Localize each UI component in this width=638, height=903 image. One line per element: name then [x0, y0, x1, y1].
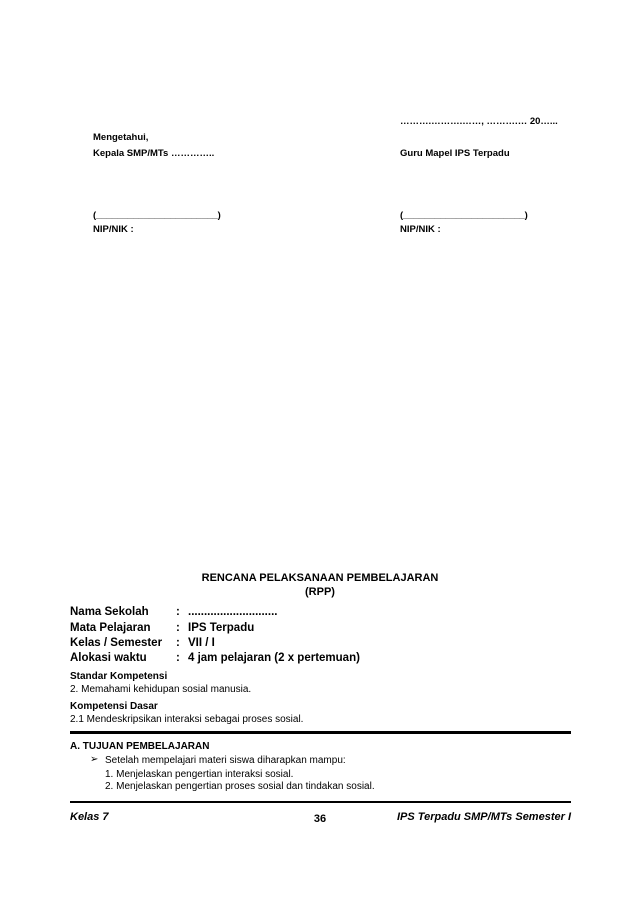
right-nip-label: NIP/NIK : — [400, 224, 441, 235]
info-value-kelas-semester: VII / I — [188, 637, 215, 649]
info-label-mata-pelajaran: Mata Pelajaran — [70, 622, 151, 634]
info-label-alokasi-waktu: Alokasi waktu — [70, 652, 147, 664]
mengetahui-label: Mengetahui, — [93, 132, 149, 143]
rpp-title: RENCANA PELAKSANAAN PEMBELAJARAN — [201, 572, 439, 584]
left-signature-bracket: (_______________________) — [93, 210, 221, 221]
kompetensi-dasar-heading: Kompetensi Dasar — [70, 701, 158, 712]
info-label-nama-sekolah: Nama Sekolah — [70, 606, 149, 618]
standar-kompetensi-item: 2. Memahami kehidupan sosial manusia. — [70, 684, 252, 695]
right-signature-bracket: (_______________________) — [400, 210, 528, 221]
bullet-text: Setelah mempelajari materi siswa diharapkan mampu: — [105, 755, 346, 766]
info-colon: : — [176, 622, 180, 634]
info-value-nama-sekolah: ............................ — [188, 606, 278, 618]
kepala-label: Kepala SMP/MTs ………….. — [93, 148, 215, 159]
objective-item: 1. Menjelaskan pengertian interaksi sosial. — [105, 769, 294, 780]
info-colon: : — [176, 652, 180, 664]
footer-subject-label: IPS Terpadu SMP/MTs Semester I — [396, 811, 571, 823]
footer-divider — [70, 801, 571, 803]
info-label-kelas-semester: Kelas / Semester — [70, 637, 163, 649]
section-divider — [70, 731, 571, 734]
info-colon: : — [176, 606, 180, 618]
page-number: 36 — [313, 813, 327, 825]
guru-mapel-label: Guru Mapel IPS Terpadu — [400, 148, 510, 159]
left-nip-label: NIP/NIK : — [93, 224, 134, 235]
info-value-mata-pelajaran: IPS Terpadu — [188, 622, 255, 634]
standar-kompetensi-heading: Standar Kompetensi — [70, 671, 168, 682]
objective-item: 2. Menjelaskan pengertian proses sosial dan tindakan sosial. — [105, 781, 375, 792]
section-a-heading: A. TUJUAN PEMBELAJARAN — [70, 741, 210, 752]
date-line: ……….……….……, ……….… 20…... — [400, 116, 558, 127]
info-colon: : — [176, 637, 180, 649]
info-value-alokasi-waktu: 4 jam pelajaran (2 x pertemuan) — [188, 652, 360, 664]
rpp-subtitle: (RPP) — [305, 586, 335, 598]
footer-class-label: Kelas 7 — [70, 811, 109, 823]
kompetensi-dasar-item: 2.1 Mendeskripsikan interaksi sebagai proses sosial. — [70, 714, 304, 725]
arrow-bullet-icon: ➢ — [90, 754, 99, 765]
